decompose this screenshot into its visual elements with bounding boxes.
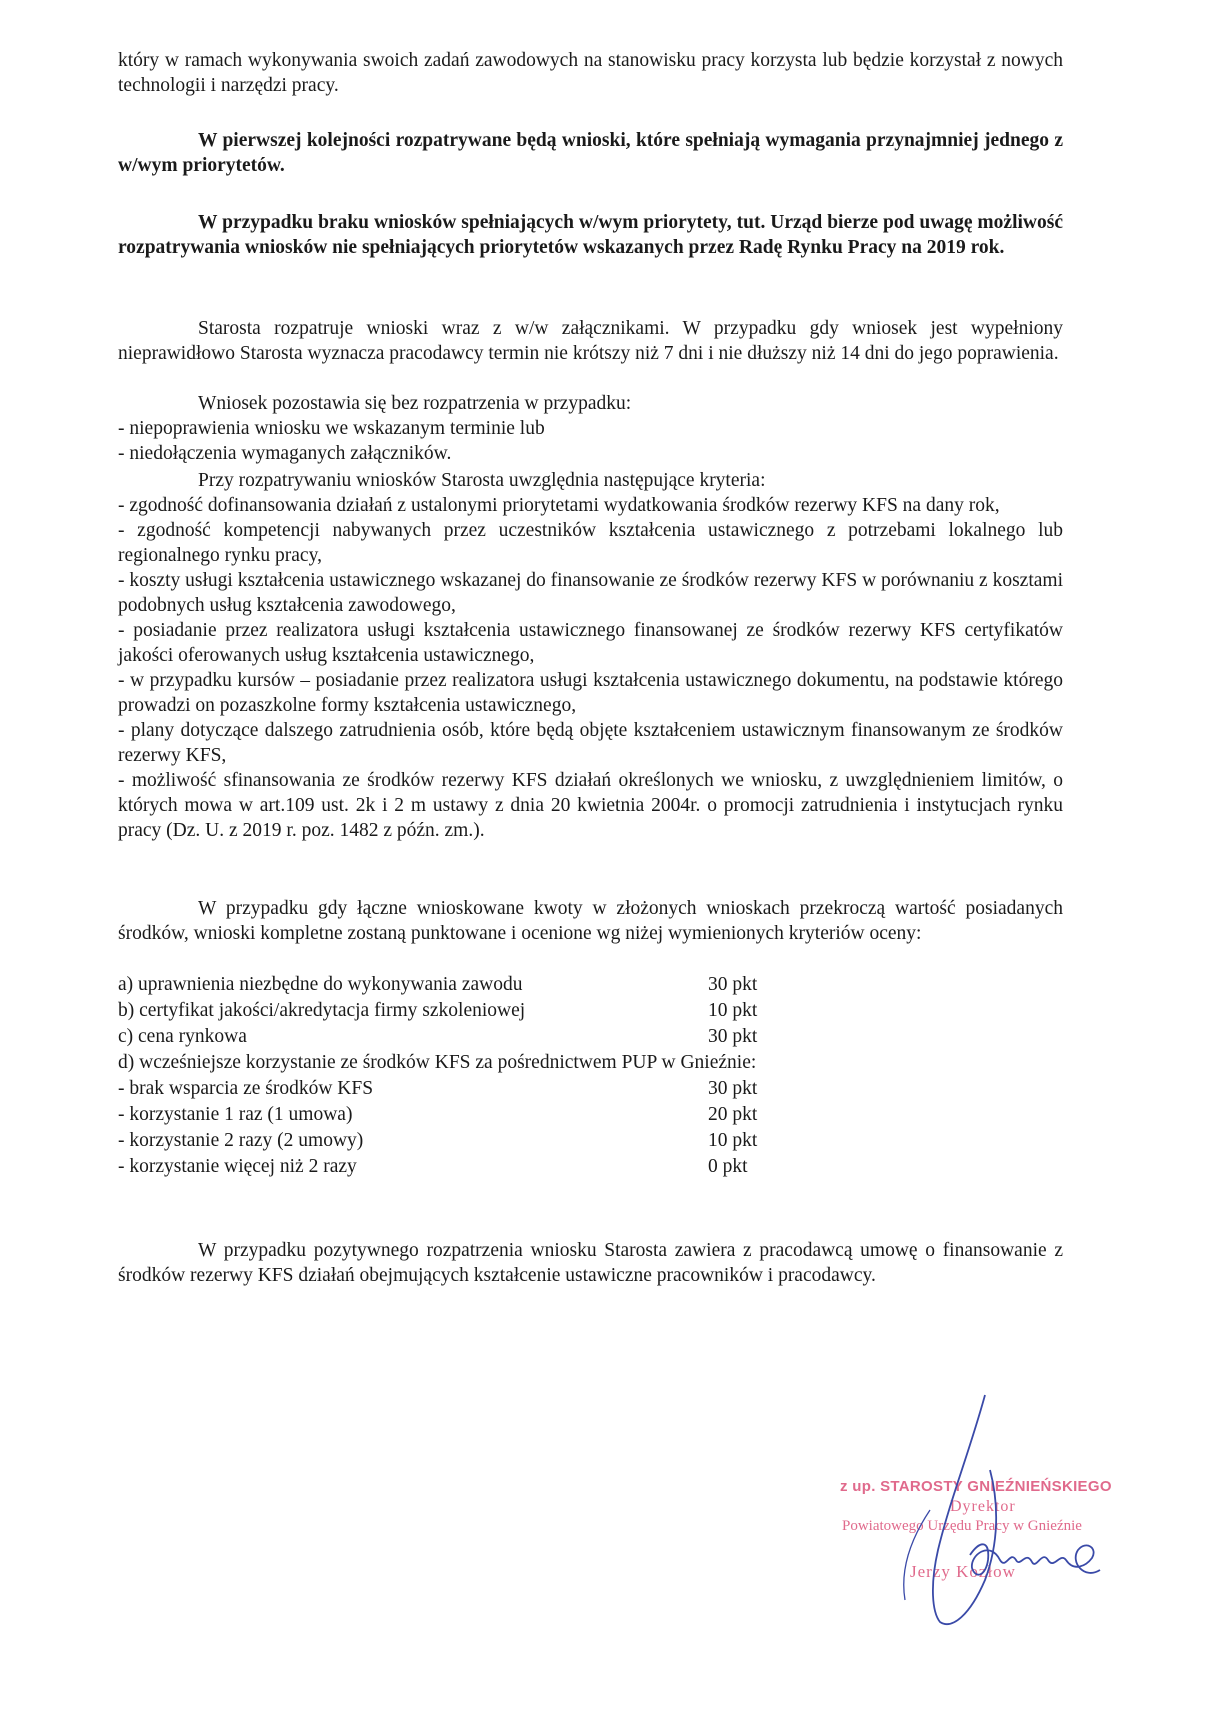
intro-paragraph: [118, 48, 1063, 98]
score-label: - brak wsparcia ze środków KFS: [118, 1078, 374, 1099]
priority-first-paragraph: [118, 128, 1063, 178]
score-row: [118, 998, 818, 1023]
left-unconsidered-item: - niepoprawienia wniosku we wskazanym terminie lub: [118, 418, 545, 439]
stamp-title: Dyrektor: [950, 1498, 1016, 1515]
conclusion-text: W przypadku pozytywnego rozpatrzenia wniosku Starosta zawiera z pracodawcą umowę o finansowanie z środków rezerwy KFS działań obejmujących kształcenie ustawiczne pracowników i pracodawcy.: [118, 1240, 1063, 1286]
score-points: 30 pkt: [708, 1078, 758, 1099]
score-row: [118, 1154, 818, 1179]
priority-first-text: W pierwszej kolejności rozpatrywane będą wnioski, które spełniają wymagania przynajmniej jednego z w/wym priorytetów.: [118, 130, 1063, 176]
score-label: d) wcześniejsze korzystanie ze środków KFS za pośrednictwem PUP w Gnieźnie:: [118, 1052, 757, 1073]
review-text: Starosta rozpatruje wnioski wraz z w/w załącznikami. W przypadku gdy wniosek jest wypełniony nieprawidłowo Starosta wyznacza pracodawcy termin nie krótszy niż 7 dni i nie dłuższy niż 14 dni do jego poprawienia.: [118, 318, 1063, 364]
priority-absent-paragraph: [118, 210, 1063, 260]
criteria-item: - zgodność dofinansowania działań z ustalonymi priorytetami wydatkowania środków rezerwy KFS na dany rok,: [118, 495, 1000, 516]
score-row: [118, 1050, 818, 1075]
criteria-item: - koszty usługi kształcenia ustawicznego wskazanej do finansowanie ze środków rezerwy KFS w porównaniu z kosztami podobnych usług kształcenia zawodowego,: [118, 570, 1063, 616]
stamp-office: Powiatowego Urzędu Pracy w Gnieźnie: [842, 1518, 1082, 1534]
score-points: 10 pkt: [708, 1000, 758, 1021]
criteria-section: [118, 468, 1063, 843]
score-row: [118, 1024, 818, 1049]
score-row: [118, 1076, 818, 1101]
score-label: b) certyfikat jakości/akredytacja firmy szkoleniowej: [118, 1000, 526, 1021]
left-unconsidered-item: - niedołączenia wymaganych załączników.: [118, 443, 452, 464]
intro-text: który w ramach wykonywania swoich zadań zawodowych na stanowisku pracy korzysta lub będzie korzystał z nowych technologii i narzędzi pracy.: [118, 50, 1063, 96]
score-label: a) uprawnienia niezbędne do wykonywania zawodu: [118, 974, 523, 995]
stamp-name: Jerzy Kozłow: [910, 1562, 1016, 1581]
criteria-item: - plany dotyczące dalszego zatrudnienia osób, które będą objęte kształceniem ustawicznym finansowanym ze środków rezerwy KFS,: [118, 720, 1063, 766]
score-points: 0 pkt: [708, 1156, 748, 1177]
score-label: c) cena rynkowa: [118, 1026, 247, 1047]
criteria-item: - możliwość sfinansowania ze środków rezerwy KFS działań określonych we wniosku, z uwzględnieniem limitów, o których mowa w art.109 ust. 2k i 2 m ustawy z dnia 20 kwietnia 2004r. o promocji zatrudnienia i instytucjach rynku pracy (Dz. U. z 2019 r. poz. 1482 z późn. zm.).: [118, 770, 1063, 841]
score-row: [118, 1128, 818, 1153]
score-label: - korzystanie więcej niż 2 razy: [118, 1156, 357, 1177]
stamp-authority: z up. STAROSTY GNIEŹNIEŃSKIEGO: [840, 1478, 1112, 1495]
criteria-item: - w przypadku kursów – posiadanie przez realizatora usługi kształcenia ustawicznego dokumentu, na podstawie którego prowadzi on pozaszkolne formy kształcenia ustawicznego,: [118, 670, 1063, 716]
left-unconsidered-intro: Wniosek pozostawia się bez rozpatrzenia w przypadku:: [198, 393, 632, 414]
score-label: - korzystanie 1 raz (1 umowa): [118, 1104, 353, 1125]
scoring-intro-paragraph: [118, 896, 1063, 946]
score-points: 20 pkt: [708, 1104, 758, 1125]
score-points: 10 pkt: [708, 1130, 758, 1151]
score-row: [118, 972, 818, 997]
priority-absent-text: W przypadku braku wniosków spełniających w/wym priorytety, tut. Urząd bierze pod uwagę możliwość rozpatrywania wniosków nie spełniających priorytetów wskazanych przez Radę Rynku Pracy na 2019 rok.: [118, 212, 1063, 258]
handwritten-signature-icon: [860, 1390, 1130, 1630]
score-label: - korzystanie 2 razy (2 umowy): [118, 1130, 364, 1151]
conclusion-paragraph: [118, 1238, 1063, 1288]
score-row: [118, 1102, 818, 1127]
criteria-item: - zgodność kompetencji nabywanych przez uczestników kształcenia ustawicznego z potrzebami lokalnego lub regionalnego rynku pracy,: [118, 520, 1063, 566]
criteria-item: - posiadanie przez realizatora usługi kształcenia ustawicznego finansowanej ze środków rezerwy KFS certyfikatów jakości oferowanych usług kształcenia ustawicznego,: [118, 620, 1063, 666]
scoring-intro: W przypadku gdy łączne wnioskowane kwoty w złożonych wnioskach przekroczą wartość posiadanych środków, wnioski kompletne zostaną punktowane i ocenione wg niżej wymienionych kryteriów oceny:: [118, 898, 1063, 944]
score-points: 30 pkt: [708, 1026, 758, 1047]
criteria-intro: Przy rozpatrywaniu wniosków Starosta uwzględnia następujące kryteria:: [198, 470, 766, 491]
review-paragraph: [118, 316, 1063, 366]
score-points: 30 pkt: [708, 974, 758, 995]
left-unconsidered-section: [118, 391, 1063, 466]
